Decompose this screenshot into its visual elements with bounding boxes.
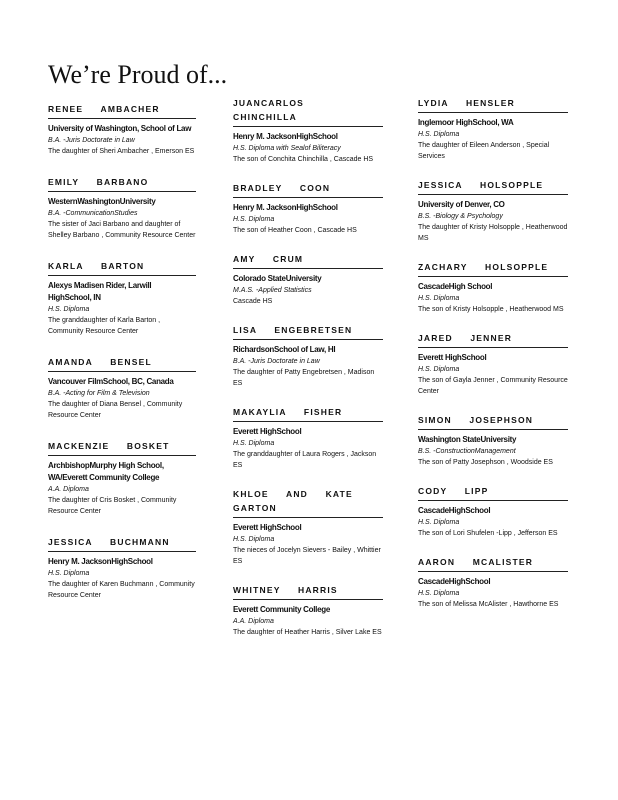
honoree-name: WHITNEY HARRIS	[233, 583, 383, 600]
honoree-relation: The son of Lori Shufelen -Lipp , Jefferson ES	[418, 530, 558, 537]
honoree-degree: H.S. Diploma	[233, 536, 275, 543]
honoree-degree: B.A. -Juris Doctorate in Law	[48, 137, 135, 144]
honoree-entry	[233, 323, 383, 389]
honoree-school: Colorado StateUniversity	[233, 274, 322, 283]
honoree-school: Henry M. JacksonHighSchool	[233, 132, 338, 141]
honoree-degree: B.S. -ConstructionManagement	[418, 448, 516, 455]
honoree-school: Henry M. JacksonHighSchool	[233, 203, 338, 212]
honoree-degree: B.A. -CommunicationStudies	[48, 210, 138, 217]
honoree-school: CascadeHigh School	[418, 282, 493, 291]
column-1	[48, 96, 196, 601]
honoree-relation: Cascade HS	[233, 298, 273, 305]
page-title: We’re Proud of...	[48, 60, 228, 89]
honoree-relation: The son of Conchita Chinchilla , Cascade HS	[233, 156, 374, 163]
honoree-entry	[233, 405, 383, 471]
honoree-entry	[418, 96, 568, 162]
honoree-relation: The son of Patty Josephson , Woodside ES	[418, 459, 553, 466]
honoree-school: CascadeHighSchool	[418, 577, 491, 586]
honoree-degree: B.A. -Acting for Film & Television	[48, 390, 150, 397]
column-3	[418, 96, 568, 610]
honoree-entry	[48, 259, 196, 337]
honoree-name: LISA ENGEBRETSEN	[233, 323, 383, 340]
honoree-degree: B.A. -Juris Doctorate in Law	[233, 358, 320, 365]
honoree-name: AARON MCALISTER	[418, 555, 568, 572]
honoree-relation: The daughter of Patty Engebretsen , Madison ES	[233, 369, 375, 387]
honoree-degree: H.S. Diploma with Sealof Biliteracy	[233, 145, 341, 152]
honoree-relation: The son of Melissa McAlister , Hawthorne ES	[418, 601, 559, 608]
honoree-degree: H.S. Diploma	[418, 131, 460, 138]
honoree-name: MACKENZIE BOSKET	[48, 439, 196, 456]
honoree-school: University of Denver, CO	[418, 200, 505, 209]
honoree-relation: The son of Gayla Jenner , Community Resource Center	[418, 377, 568, 395]
honoree-school: Henry M. JacksonHighSchool	[48, 557, 153, 566]
honoree-degree: H.S. Diploma	[418, 590, 460, 597]
honoree-degree: M.A.S. -Applied Statistics	[233, 287, 312, 294]
honoree-school: Everett Community College	[233, 605, 330, 614]
honoree-name: LYDIA HENSLER	[418, 96, 568, 113]
honoree-name: KARLA BARTON	[48, 259, 196, 276]
honoree-name: JESSICA HOLSOPPLE	[418, 178, 568, 195]
honoree-name: JARED JENNER	[418, 331, 568, 348]
honoree-degree: B.S. -Biology & Psychology	[418, 213, 503, 220]
honoree-degree: A.A. Diploma	[48, 486, 89, 493]
honoree-school: ArchbishopMurphy High School, WA/Everett Community College	[48, 461, 164, 482]
honoree-school: CascadeHighSchool	[418, 506, 491, 515]
honoree-degree: A.A. Diploma	[233, 618, 274, 625]
honoree-school: Vancouver FilmSchool, BC, Canada	[48, 377, 174, 386]
honoree-relation: The daughter of Cris Bosket , Community Resource Center	[48, 497, 177, 515]
honoree-degree: H.S. Diploma	[48, 306, 90, 313]
honoree-school: Everett HighSchool	[233, 427, 302, 436]
honoree-entry	[418, 260, 568, 315]
honoree-relation: The son of Heather Coon , Cascade HS	[233, 227, 357, 234]
honoree-entry	[418, 555, 568, 610]
honoree-relation: The sister of Jaci Barbano and daughter of Shelley Barbano , Community Resource Center	[48, 221, 196, 239]
honoree-school: University of Washington, School of Law	[48, 124, 192, 133]
honoree-degree: H.S. Diploma	[48, 570, 90, 577]
honoree-entry	[233, 487, 383, 567]
honoree-entry	[48, 535, 196, 601]
honoree-school: Everett HighSchool	[233, 523, 302, 532]
honoree-name: SIMON JOSEPHSON	[418, 413, 568, 430]
honoree-name: CODY LIPP	[418, 484, 568, 501]
column-2	[233, 96, 383, 638]
honoree-degree: H.S. Diploma	[233, 440, 275, 447]
honoree-school: RichardsonSchool of Law, HI	[233, 345, 336, 354]
honoree-entry	[233, 181, 383, 236]
honoree-relation: The daughter of Diana Bensel , Community Resource Center	[48, 401, 183, 419]
honoree-relation: The granddaughter of Laura Rogers , Jackson ES	[233, 451, 377, 469]
honoree-name: RENEE AMBACHER	[48, 102, 196, 119]
honoree-school: Inglemoor HighSchool, WA	[418, 118, 514, 127]
honoree-relation: The granddaughter of Karla Barton , Community Resource Center	[48, 317, 161, 335]
honoree-relation: The daughter of Heather Harris , Silver Lake ES	[233, 629, 382, 636]
honoree-school: Washington StateUniversity	[418, 435, 517, 444]
honoree-relation: The son of Kristy Holsopple , Heatherwood MS	[418, 306, 564, 313]
honoree-entry	[48, 439, 196, 517]
honoree-name: BRADLEY COON	[233, 181, 383, 198]
honoree-entry	[233, 96, 383, 165]
honoree-degree: H.S. Diploma	[418, 519, 460, 526]
honoree-name: MAKAYLIA FISHER	[233, 405, 383, 422]
honoree-name: AMANDA BENSEL	[48, 355, 196, 372]
honoree-entry	[418, 484, 568, 539]
honoree-name: EMILY BARBANO	[48, 175, 196, 192]
honoree-name: KHLOE AND KATE GARTON	[233, 487, 383, 518]
honoree-degree: H.S. Diploma	[418, 295, 460, 302]
honoree-entry	[233, 583, 383, 638]
honoree-degree: H.S. Diploma	[233, 216, 275, 223]
honoree-entry	[418, 413, 568, 468]
honoree-degree: H.S. Diploma	[418, 366, 460, 373]
honoree-school: Alexys Madisen Rider, Larwill HighSchool, IN	[48, 281, 152, 302]
honoree-name: JUANCARLOS CHINCHILLA	[233, 96, 383, 127]
honoree-name: JESSICA BUCHMANN	[48, 535, 196, 552]
honoree-relation: The daughter of Karen Buchmann , Community Resource Center	[48, 581, 195, 599]
honoree-entry	[48, 175, 196, 241]
honoree-school: Everett HighSchool	[418, 353, 487, 362]
honoree-relation: The daughter of Eileen Anderson , Special Services	[418, 142, 550, 160]
honoree-relation: The daughter of Kristy Holsopple , Heatherwood MS	[418, 224, 568, 242]
honoree-name: ZACHARY HOLSOPPLE	[418, 260, 568, 277]
honoree-relation: The daughter of Sheri Ambacher , Emerson ES	[48, 148, 195, 155]
honoree-relation: The nieces of Jocelyn Sievers - Bailey , Whittier ES	[233, 547, 381, 565]
honoree-entry	[48, 102, 196, 157]
honoree-entry	[48, 355, 196, 421]
honoree-name: AMY CRUM	[233, 252, 383, 269]
honoree-entry	[418, 331, 568, 397]
honoree-entry	[418, 178, 568, 244]
honoree-entry	[233, 252, 383, 307]
honoree-school: WesternWashingtonUniversity	[48, 197, 156, 206]
